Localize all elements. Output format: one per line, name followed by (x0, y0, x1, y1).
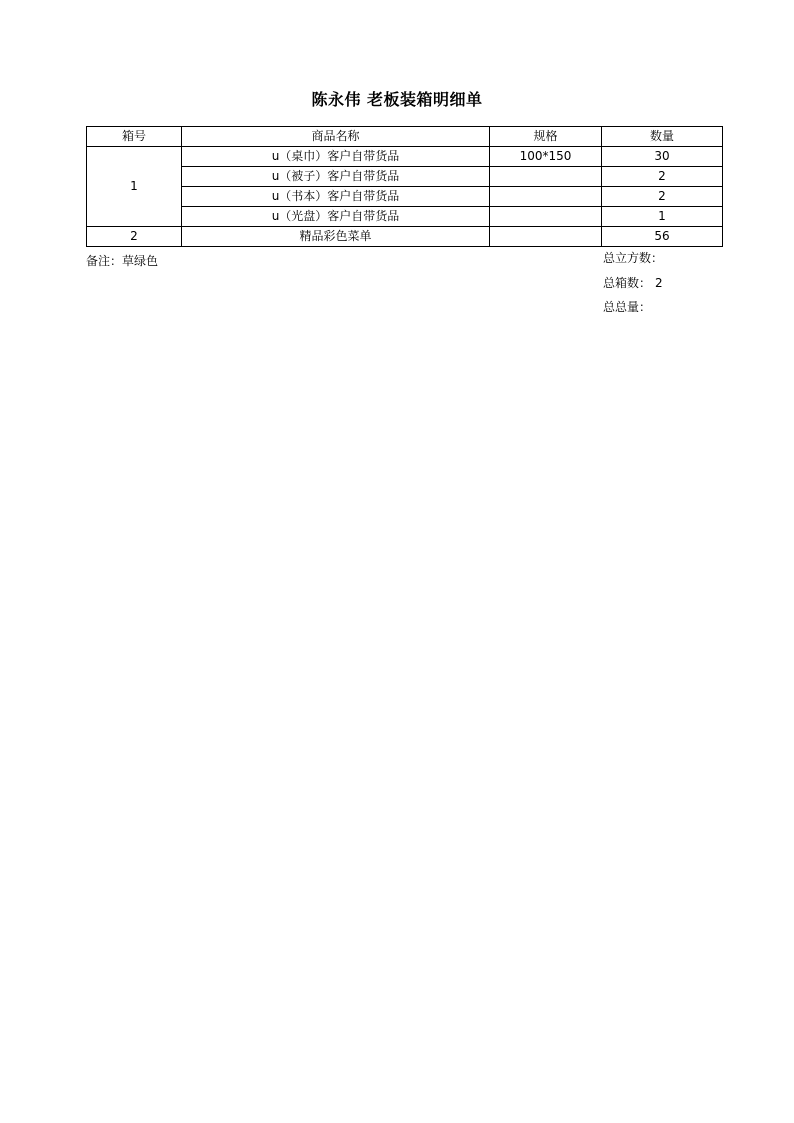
header-product-name: 商品名称 (182, 127, 490, 147)
spec-cell (490, 167, 602, 187)
box-number-cell: 1 (87, 147, 182, 227)
product-name-cell: u（被子）客户自带货品 (182, 167, 490, 187)
total-volume-label: 总立方数： (603, 251, 664, 265)
quantity-cell: 1 (602, 207, 723, 227)
table-header-row (87, 127, 723, 147)
spec-cell (490, 227, 602, 247)
total-volume (603, 249, 667, 266)
header-spec: 规格 (490, 127, 602, 147)
spec-cell (490, 207, 602, 227)
product-name-cell: 精品彩色菜单 (182, 227, 490, 247)
spec-cell (490, 187, 602, 207)
total-boxes-value: 2 (655, 276, 663, 290)
box-number-cell: 2 (87, 227, 182, 247)
quantity-cell: 2 (602, 167, 723, 187)
product-name-cell: u（书本）客户自带货品 (182, 187, 490, 207)
total-boxes-label: 总箱数： (603, 276, 652, 290)
remarks: 备注：草绿色 (86, 254, 159, 268)
table-row (87, 167, 723, 187)
total-weight-label: 总总量： (603, 300, 652, 314)
table-row (87, 187, 723, 207)
table-row (87, 147, 723, 167)
quantity-cell: 56 (602, 227, 723, 247)
quantity-cell: 2 (602, 187, 723, 207)
total-boxes (603, 274, 663, 291)
table-row (87, 227, 723, 247)
header-box-no: 箱号 (87, 127, 182, 147)
quantity-cell: 30 (602, 147, 723, 167)
product-name-cell: u（光盘）客户自带货品 (182, 207, 490, 227)
spec-cell: 100*150 (490, 147, 602, 167)
table-row (87, 207, 723, 227)
document-title: 陈永伟 老板装箱明细单 (311, 90, 483, 109)
product-name-cell: u（桌巾）客户自带货品 (182, 147, 490, 167)
packing-list-table (86, 126, 723, 247)
header-quantity: 数量 (602, 127, 723, 147)
total-weight (603, 298, 655, 315)
